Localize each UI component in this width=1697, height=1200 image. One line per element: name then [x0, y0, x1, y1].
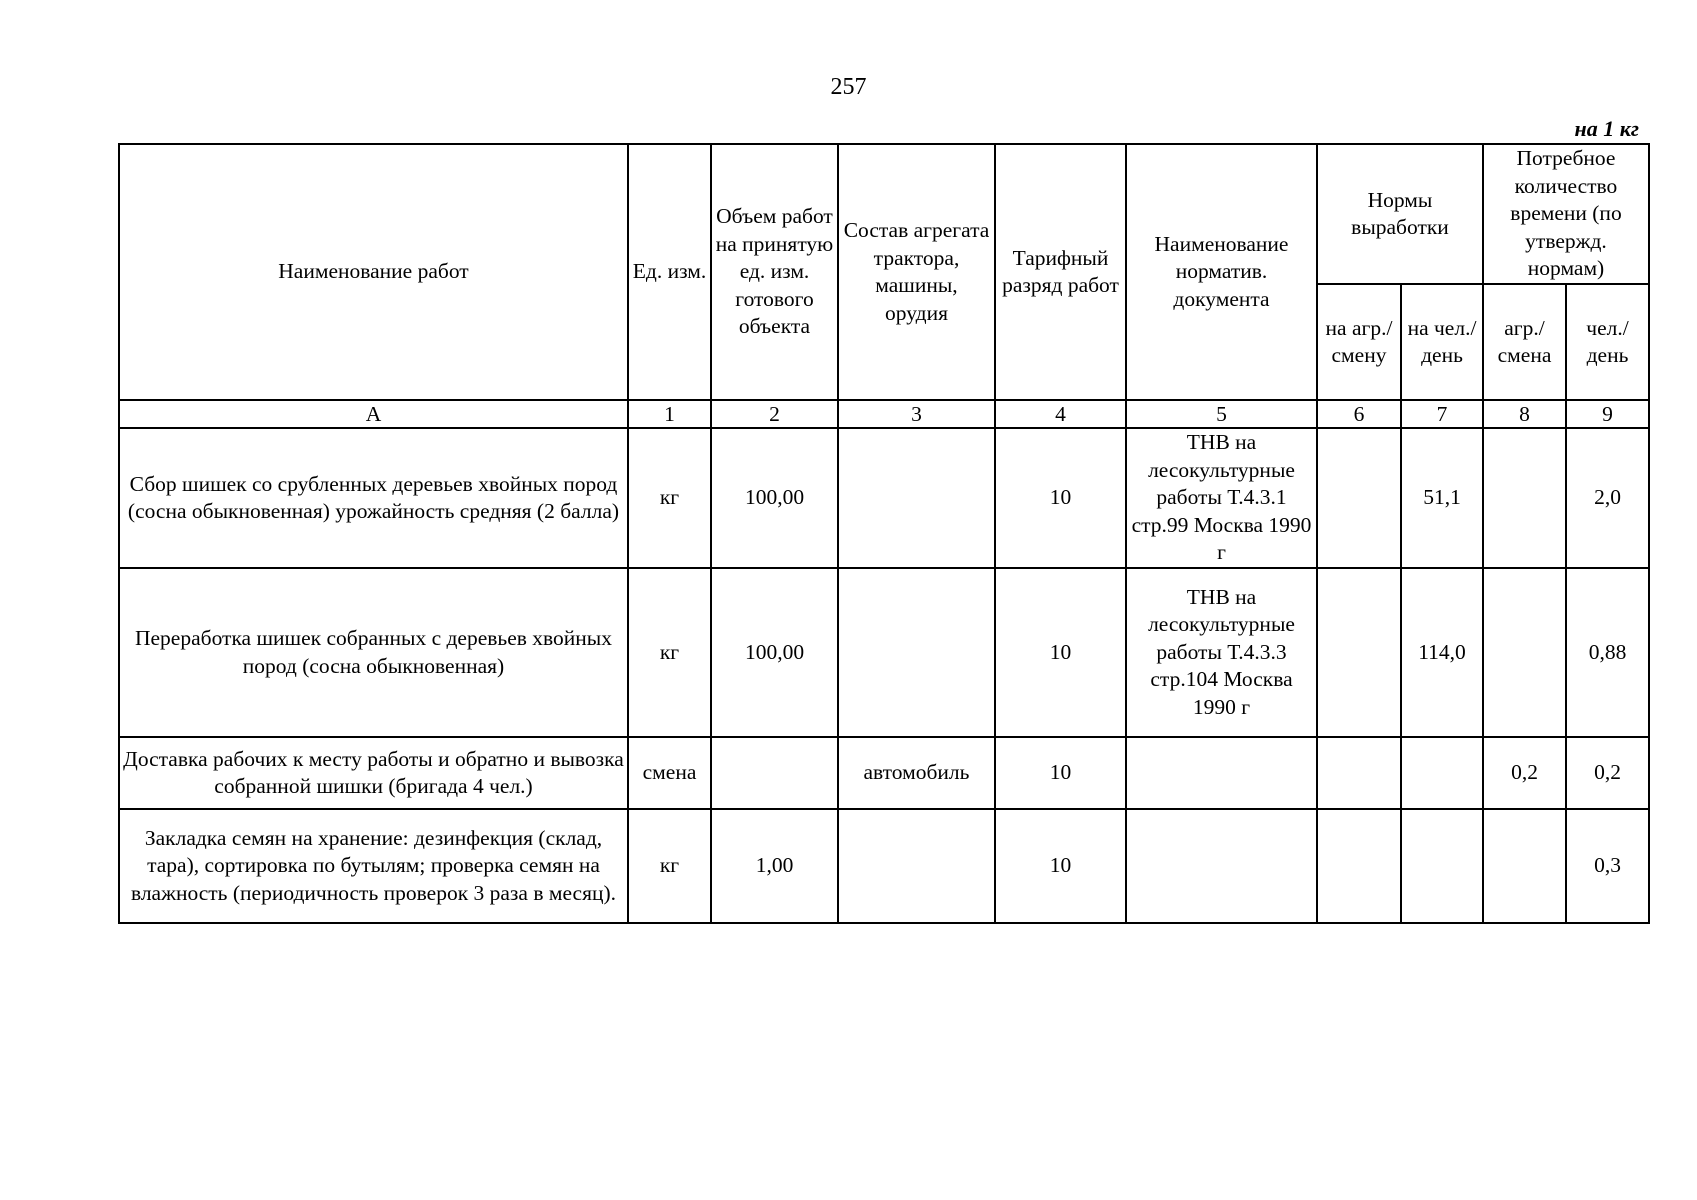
cell-norm-person: 51,1 [1401, 428, 1483, 568]
cell-tariff: 10 [995, 737, 1126, 809]
table-row [119, 428, 1649, 568]
header-unit: Ед. изм. [628, 144, 711, 400]
column-index: 5 [1126, 400, 1317, 428]
cell-name: Доставка рабочих к месту работы и обратно и вывозка собранной шишки (бригада 4 чел.) [119, 737, 628, 809]
cell-unit: смена [628, 737, 711, 809]
cell-unit: кг [628, 568, 711, 737]
cell-time-person: 0,88 [1566, 568, 1649, 737]
cell-time-person: 2,0 [1566, 428, 1649, 568]
cell-norm-agr [1317, 737, 1401, 809]
cell-tariff: 10 [995, 428, 1126, 568]
cell-unit: кг [628, 428, 711, 568]
header-composition: Состав агрегата трактора, машины, орудия [838, 144, 995, 400]
column-index: 6 [1317, 400, 1401, 428]
header-document: Наименование норматив. документа [1126, 144, 1317, 400]
header-time-agr: агр./ смена [1483, 284, 1566, 400]
cell-time-person: 0,3 [1566, 809, 1649, 923]
header-time: Потребное количество времени (по утвержд. нормам) [1483, 144, 1649, 284]
unit-note: на 1 кг [1574, 116, 1639, 141]
cell-volume: 100,00 [711, 428, 838, 568]
cell-unit: кг [628, 809, 711, 923]
cell-document [1126, 809, 1317, 923]
cell-document [1126, 737, 1317, 809]
cell-composition [838, 428, 995, 568]
column-index-row [119, 400, 1649, 428]
cell-composition: автомобиль [838, 737, 995, 809]
cell-norm-agr [1317, 809, 1401, 923]
table-row [119, 568, 1649, 737]
norm-table [118, 143, 1650, 924]
cell-composition [838, 809, 995, 923]
column-index: 1 [628, 400, 711, 428]
cell-time-agr: 0,2 [1483, 737, 1566, 809]
cell-tariff: 10 [995, 809, 1126, 923]
cell-volume: 100,00 [711, 568, 838, 737]
cell-document: ТНВ на лесокультурные работы Т.4.3.3 стр.104 Москва 1990 г [1126, 568, 1317, 737]
cell-norm-person: 114,0 [1401, 568, 1483, 737]
cell-document: ТНВ на лесокультурные работы Т.4.3.1 стр.99 Москва 1990 г [1126, 428, 1317, 568]
cell-tariff: 10 [995, 568, 1126, 737]
cell-time-agr [1483, 568, 1566, 737]
header-volume: Объем работ на принятую ед. изм. готового объекта [711, 144, 838, 400]
column-index: 8 [1483, 400, 1566, 428]
cell-volume [711, 737, 838, 809]
cell-norm-person [1401, 737, 1483, 809]
column-index: А [119, 400, 628, 428]
page-number: 257 [830, 74, 867, 100]
header-time-person: чел./ день [1566, 284, 1649, 400]
cell-name: Сбор шишек со срубленных деревьев хвойных пород (сосна обыкновенная) урожайность средняя (2 балла) [119, 428, 628, 568]
header-norms-person: на чел./ день [1401, 284, 1483, 400]
table-row [119, 809, 1649, 923]
header-name: Наименование работ [119, 144, 628, 400]
table-row [119, 737, 1649, 809]
cell-norm-agr [1317, 568, 1401, 737]
cell-time-agr [1483, 428, 1566, 568]
header-norms-agr: на агр./ смену [1317, 284, 1401, 400]
cell-time-person: 0,2 [1566, 737, 1649, 809]
header-row [119, 144, 1649, 284]
cell-composition [838, 568, 995, 737]
header-tariff: Тарифный разряд работ [995, 144, 1126, 400]
cell-volume: 1,00 [711, 809, 838, 923]
column-index: 3 [838, 400, 995, 428]
cell-time-agr [1483, 809, 1566, 923]
column-index: 7 [1401, 400, 1483, 428]
column-index: 2 [711, 400, 838, 428]
cell-name: Переработка шишек собранных с деревьев хвойных пород (сосна обыкновенная) [119, 568, 628, 737]
column-index: 9 [1566, 400, 1649, 428]
column-index: 4 [995, 400, 1126, 428]
header-norms: Нормы выработки [1317, 144, 1483, 284]
cell-norm-agr [1317, 428, 1401, 568]
cell-norm-person [1401, 809, 1483, 923]
cell-name: Закладка семян на хранение: дезинфекция (склад, тара), сортировка по бутылям; проверка семян на влажность (периодичность проверок 3 раза в месяц). [119, 809, 628, 923]
